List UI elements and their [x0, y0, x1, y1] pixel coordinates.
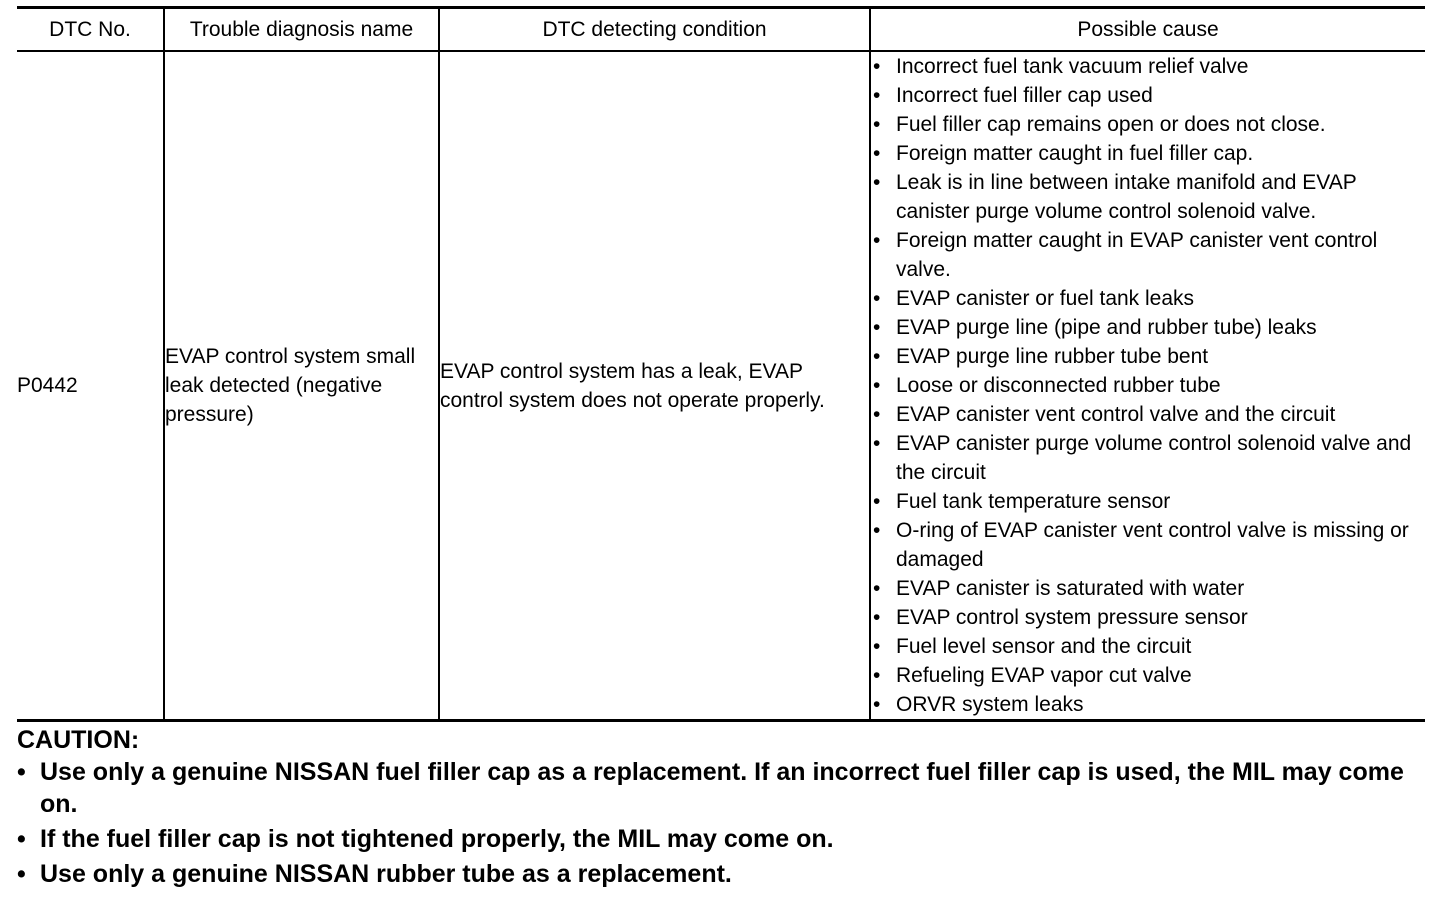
cause-item: • EVAP purge line rubber tube bent — [871, 342, 1425, 371]
header-dtc-no: DTC No. — [17, 8, 164, 52]
cause-item: • EVAP canister or fuel tank leaks — [871, 284, 1425, 313]
table-header-row — [17, 8, 1425, 52]
caution-item: • If the fuel filler cap is not tightened properly, the MIL may come on. — [17, 823, 1425, 855]
cause-item: • Fuel level sensor and the circuit — [871, 632, 1425, 661]
cause-item: • EVAP canister vent control valve and the circuit — [871, 400, 1425, 429]
cause-item: • EVAP canister purge volume control solenoid valve and the circuit — [871, 429, 1425, 487]
cause-item: • EVAP control system pressure sensor — [871, 603, 1425, 632]
caution-list — [17, 756, 1425, 890]
cause-item: • EVAP canister is saturated with water — [871, 574, 1425, 603]
caution-item: • Use only a genuine NISSAN fuel filler cap as a replacement. If an incorrect fuel filler cap is used, the MIL may come on. — [17, 756, 1425, 820]
cause-item: • Refueling EVAP vapor cut valve — [871, 661, 1425, 690]
header-possible-cause: Possible cause — [870, 8, 1425, 52]
cause-item: • Incorrect fuel tank vacuum relief valve — [871, 52, 1425, 81]
detecting-condition-cell: EVAP control system has a leak, EVAP control system does not operate properly. — [439, 51, 870, 721]
header-dtc-detecting-condition: DTC detecting condition — [439, 8, 870, 52]
caution-title: CAUTION: — [17, 726, 140, 754]
cause-item: • Foreign matter caught in EVAP canister vent control valve. — [871, 226, 1425, 284]
header-trouble-diagnosis-name: Trouble diagnosis name — [164, 8, 439, 52]
cause-item: • EVAP purge line (pipe and rubber tube) leaks — [871, 313, 1425, 342]
dtc-table — [17, 6, 1425, 722]
dtc-number-cell: P0442 — [17, 51, 164, 721]
cause-item: • O-ring of EVAP canister vent control valve is missing or damaged — [871, 516, 1425, 574]
cause-item: • Loose or disconnected rubber tube — [871, 371, 1425, 400]
cause-item: • Fuel tank temperature sensor — [871, 487, 1425, 516]
possible-cause-cell — [870, 51, 1425, 721]
caution-block — [17, 724, 1425, 890]
cause-item: • Foreign matter caught in fuel filler cap. — [871, 139, 1425, 168]
diagnosis-name-cell: EVAP control system small leak detected (negative pressure) — [164, 51, 439, 721]
table-row — [17, 51, 1425, 721]
possible-cause-list — [871, 52, 1425, 719]
cause-item: • Incorrect fuel filler cap used — [871, 81, 1425, 110]
cause-item: • Fuel filler cap remains open or does not close. — [871, 110, 1425, 139]
cause-item: • Leak is in line between intake manifold and EVAP canister purge volume control solenoid valve. — [871, 168, 1425, 226]
document-page — [17, 6, 1425, 890]
cause-item: • ORVR system leaks — [871, 690, 1425, 719]
caution-item: • Use only a genuine NISSAN rubber tube as a replacement. — [17, 858, 1425, 890]
